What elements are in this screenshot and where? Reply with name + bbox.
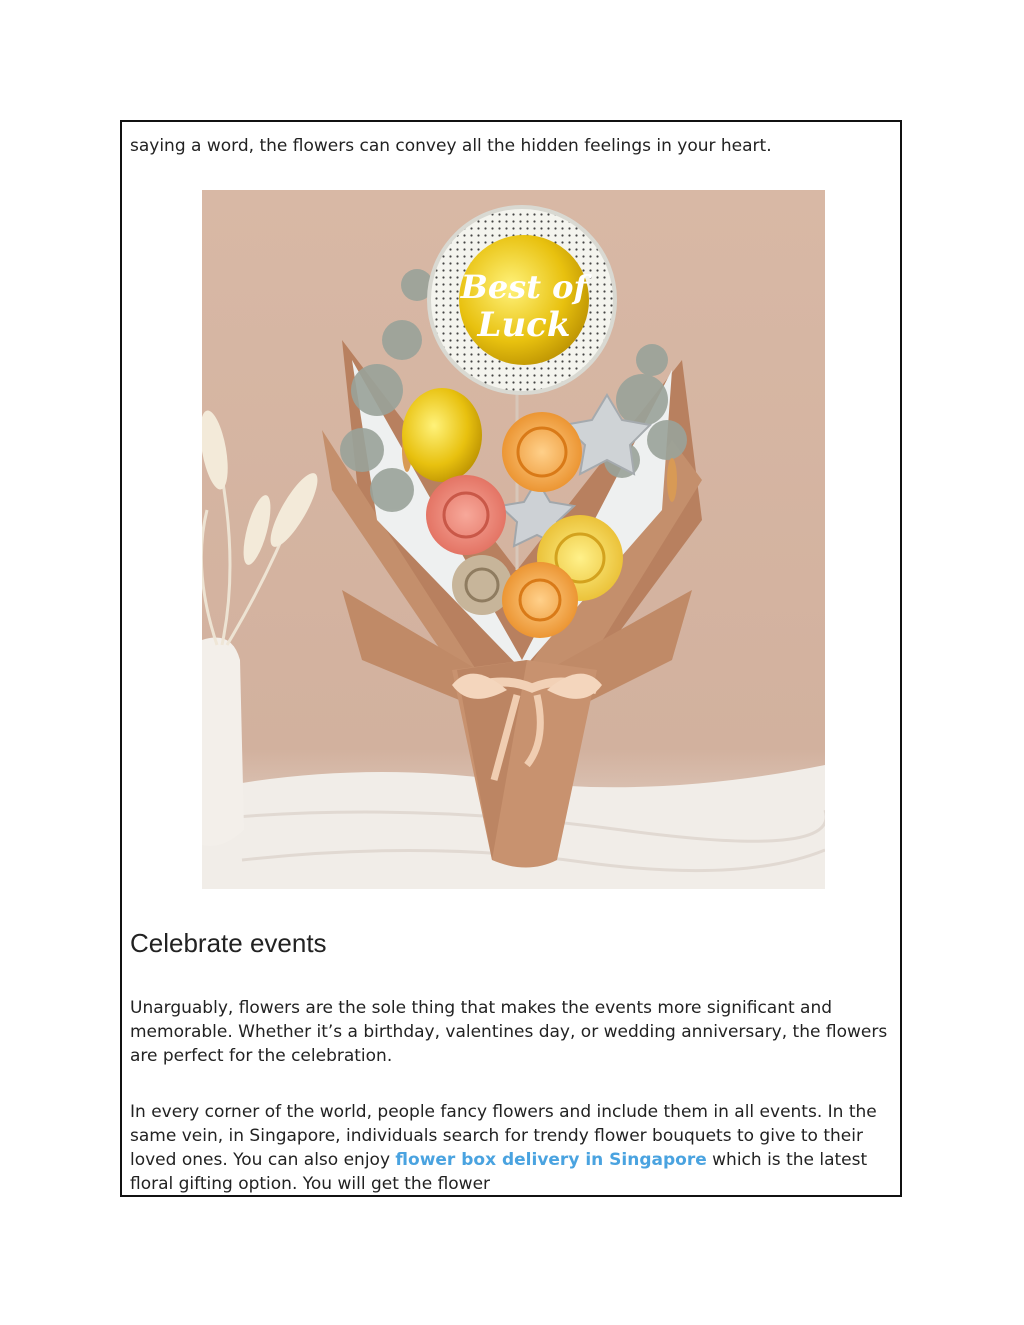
bouquet-photo (202, 190, 825, 889)
paragraph-text-before-link: In every corner of the world, people fancy flowers and include them in all events. In the same vein, in Singapore, individuals search for trendy flower bouquets to give to their loved ones. You can also enjoy (130, 1102, 877, 1170)
paragraph-singapore (130, 1100, 900, 1196)
section-heading: Celebrate events (130, 928, 327, 958)
paragraph-celebrate: Unarguably, flowers are the sole thing that makes the events more significant and memorable. Whether it’s a birthday, valentines day, or wedding anniversary, the flowers are perfect for the celebration. (130, 998, 888, 1066)
flower-box-delivery-link[interactable]: flower box delivery in Singapore (395, 1150, 707, 1170)
paragraph-text-after-link: which is the latest floral gifting option. You will get the flower (130, 1150, 868, 1194)
balloon-text-line1: Best of (460, 268, 588, 306)
document-frame (120, 120, 902, 1197)
balloon-text-line2: Luck (477, 305, 571, 345)
intro-text: saying a word, the flowers can convey all the hidden feelings in your heart. (130, 136, 772, 156)
